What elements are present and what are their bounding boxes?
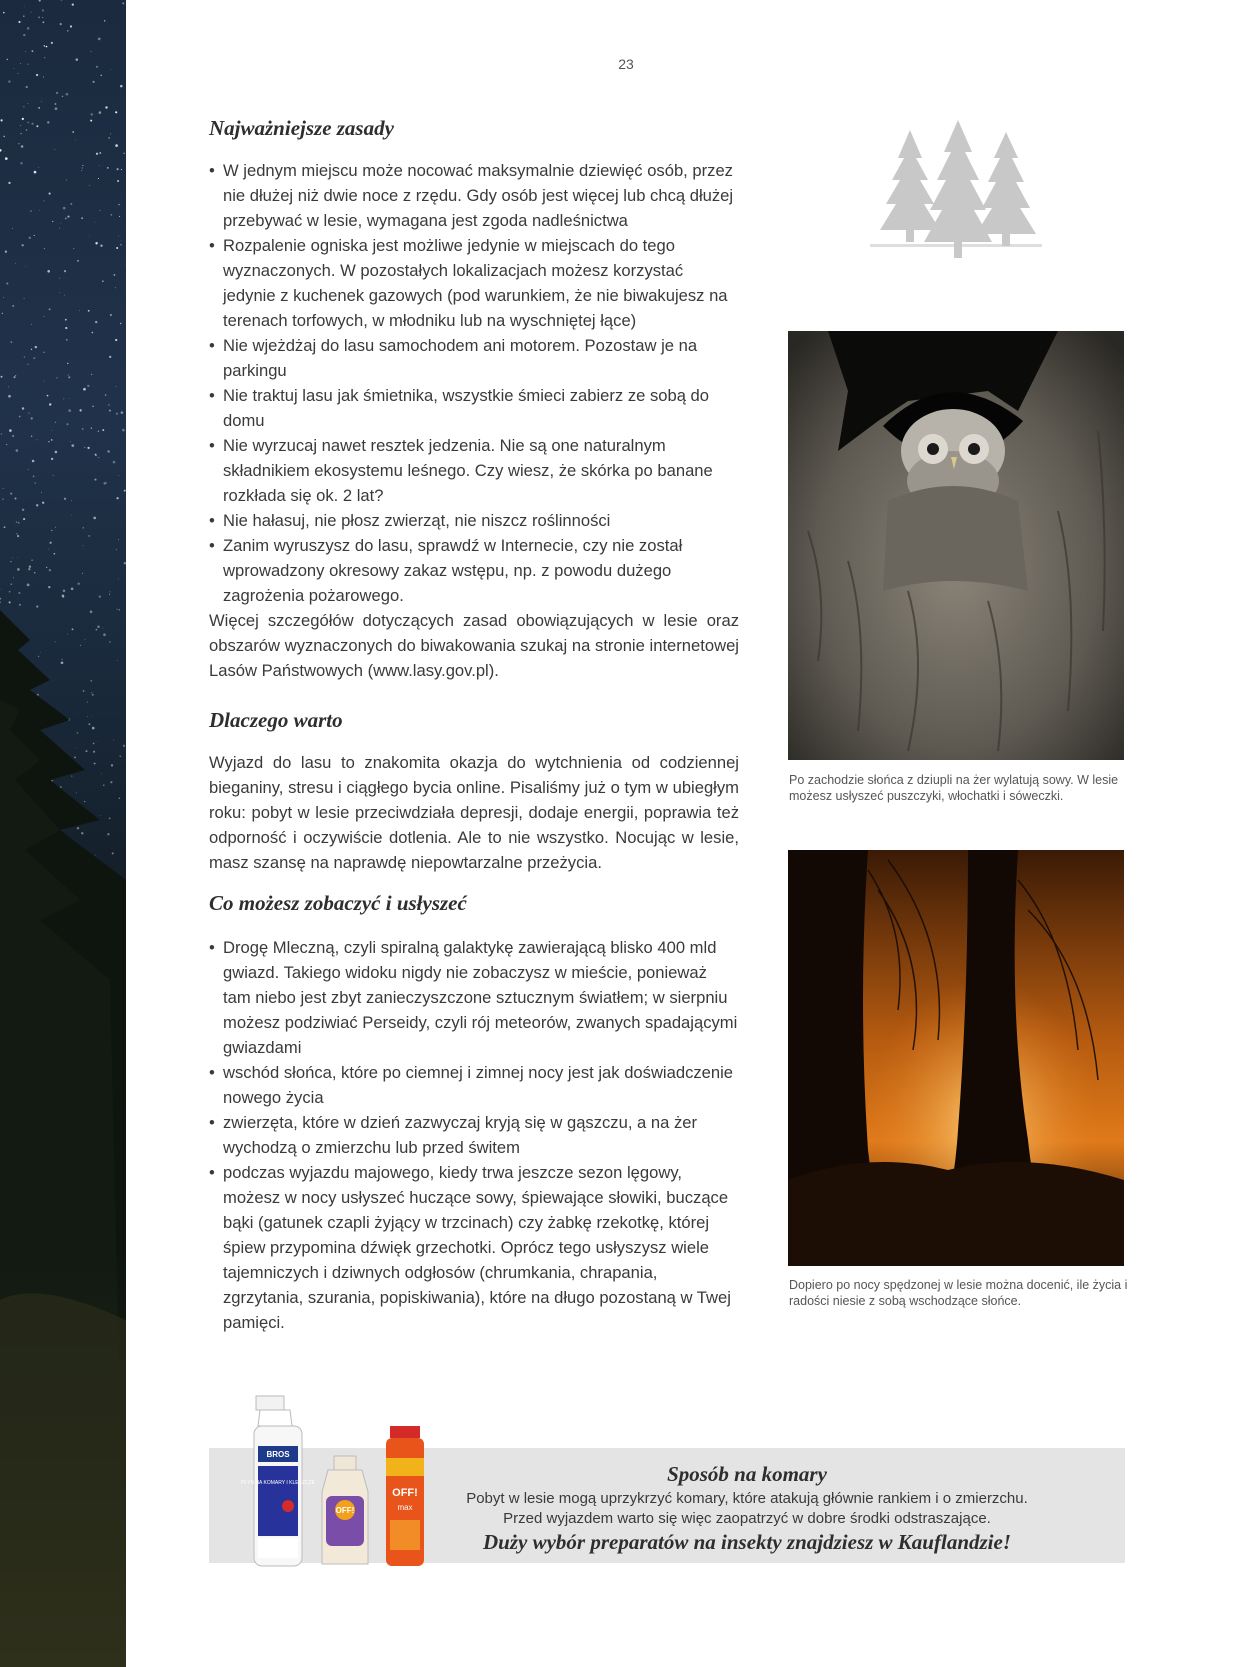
list-item: • podczas wyjazdu majowego, kiedy trwa jeszcze sezon lęgowy, możesz w nocy usłyszeć huczące sowy, śpiewające słowiki, buczące bąki (gatunek czapli żyjący w trzcinach) czy żabkę rzekotkę, której śpiew przypomina dźwięk grzechotki. Oprócz tego usłyszysz wiele tajemniczych i dziwnych odgłosów (chrumkania, chrapania, zgrzytania, szurania, popiskiwania), które na długo pozostaną w Twej pamięci. <box>209 1160 739 1335</box>
list-item: • Nie wjeżdżaj do lasu samochodem ani motorem. Pozostaw je na parkingu <box>209 333 739 383</box>
sunrise-photo <box>788 850 1124 1266</box>
owl-photo <box>788 331 1124 760</box>
rules-note: Więcej szczegółów dotyczących zasad obowiązujących w lesie oraz obszarów wyznaczonych do biwakowania szukaj na stronie internetowej Lasów Państwowych (www.lasy.gov.pl). <box>209 611 739 680</box>
svg-text:OFF!: OFF! <box>335 1506 355 1515</box>
rules-block <box>209 158 739 683</box>
owl-caption: Po zachodzie słońca z dziupli na żer wylatują sowy. W lesie możesz usłyszeć puszczyki, włochatki i sóweczki. <box>789 773 1119 803</box>
list-item: • W jednym miejscu może nocować maksymalnie dziewięć osób, przez nie dłużej niż dwie noce z rzędu. Gdy osób jest więcej lub chcą dłużej przebywać w lesie, wymagana jest zgoda nadleśnictwa <box>209 158 739 233</box>
banner-text-line: Pobyt w lesie mogą uprzykrzyć komary, które atakują głównie rankiem i o zmierzchu. <box>466 1490 1028 1507</box>
list-item: • Nie traktuj lasu jak śmietnika, wszystkie śmieci zabierz ze sobą do domu <box>209 383 739 433</box>
sunrise-caption: Dopiero po nocy spędzonej w lesie można docenić, ile życia i radości niesie z sobą wschodzące słońce. <box>789 1278 1128 1308</box>
night-sky-image <box>0 0 126 1667</box>
banner-title: Sposób na komary <box>667 1462 827 1486</box>
list-item: • zwierzęta, które w dzień zazwyczaj kryją się w gąszczu, a na żer wychodzą o zmierzchu lub przed świtem <box>209 1110 739 1160</box>
heading-main-rules: Najważniejsze zasady <box>209 116 394 140</box>
page-number: 23 <box>618 56 634 72</box>
why-worth-block <box>209 750 739 875</box>
see-hear-list <box>209 935 739 1335</box>
list-item: • Zanim wyruszysz do lasu, sprawdź w Internecie, czy nie został wprowadzony okresowy zakaz wstępu, np. z powodu dużego zagrożenia pożarowego. <box>209 533 739 608</box>
list-item: • Rozpalenie ogniska jest możliwe jedynie w miejscach do tego wyznaczonych. W pozostałych lokalizacjach możesz korzystać jedynie z kuchenek gazowych (pod warunkiem, że nie biwakujesz na terenach torfowych, w młodniku lub na wyschniętej łące) <box>209 233 739 333</box>
list-item: • wschód słońca, które po ciemnej i zimnej nocy jest jak doświadczenie nowego życia <box>209 1060 739 1110</box>
list-item: • Nie hałasuj, nie płosz zwierząt, nie niszcz roślinności <box>209 508 739 533</box>
fir-trees-illustration <box>870 118 1042 276</box>
heading-why-worth: Dlaczego warto <box>209 708 343 732</box>
bros-label: PŁYN NA KOMARY I KLESZCZE <box>240 1480 316 1486</box>
list-item: • Nie wyrzucaj nawet resztek jedzenia. Nie są one naturalnym składnikiem ekosystemu leśnego. Czy wiesz, że skórka po banane rozkłada się ok. 2 lat? <box>209 433 739 508</box>
why-worth-text: Wyjazd do lasu to znakomita okazja do wytchnienia od codziennej bieganiny, stresu i ciągłego bycia online. Pisaliśmy już o tym w ubiegłym roku: pobyt w lesie przeciwdziała depresji, dodaje energii, poprawia też odporność i oczywiście dotlenia. Ale to nie wszystko. Nocując w lesie, masz szansę na naprawdę niepowtarzalne przeżycia. <box>209 753 739 872</box>
rules-list <box>209 158 739 608</box>
see-hear-block <box>209 935 739 1335</box>
banner-text-line: Przed wyjazdem warto się więc zaopatrzyć w dobre środki odstraszające. <box>503 1510 991 1527</box>
heading-see-and-hear: Co możesz zobaczyć i usłyszeć <box>209 891 467 915</box>
repellent-products-image <box>240 1396 450 1572</box>
off-max: max <box>397 1503 413 1512</box>
banner-cta: Duży wybór preparatów na insekty znajdziesz w Kauflandzie! <box>483 1530 1011 1554</box>
off-brand: OFF! <box>392 1487 418 1499</box>
list-item: • Drogę Mleczną, czyli spiralną galaktykę zawierającą blisko 400 mld gwiazd. Takiego widoku nigdy nie zobaczysz w mieście, ponieważ tam niebo jest zbyt zanieczyszczone sztucznym światłem; w sierpniu możesz podziwiać Perseidy, czyli rój meteorów, zwanych spadającymi gwiazdami <box>209 935 739 1060</box>
bros-brand: BROS <box>266 1450 290 1459</box>
